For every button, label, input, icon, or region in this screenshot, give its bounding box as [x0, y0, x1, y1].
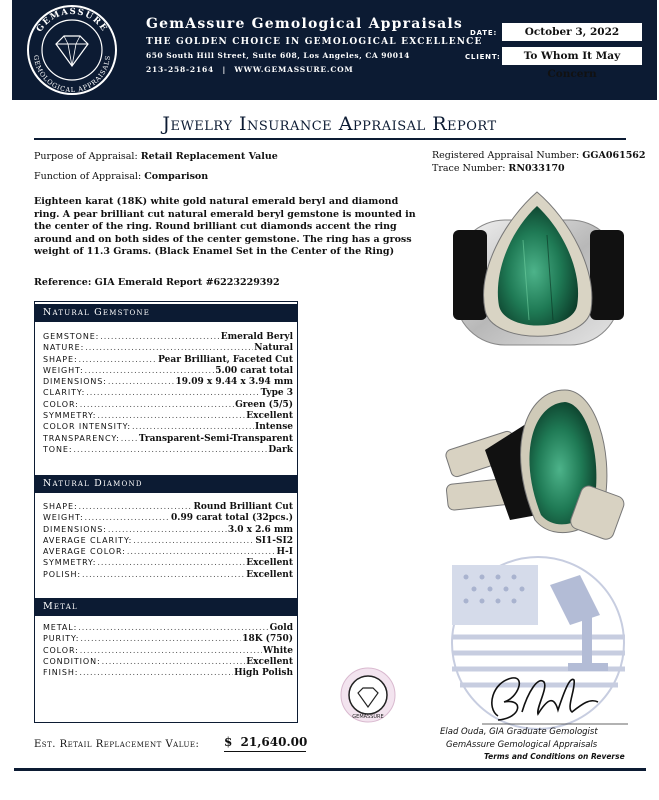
- gia-reference: Reference: GIA Emerald Report #6223229392: [34, 277, 280, 288]
- trace-label: Trace Number:: [432, 163, 506, 174]
- leader-dots: [127, 546, 276, 557]
- spec-value: Natural: [254, 343, 293, 354]
- spec-row: [43, 342, 293, 353]
- spec-value: H-I: [276, 547, 293, 558]
- spec-value: Excellent: [246, 411, 293, 422]
- gemassure-logo: [24, 4, 120, 96]
- function-label: Function of Appraisal:: [34, 171, 142, 182]
- appraiser-signature: [478, 668, 628, 726]
- spec-key: SHAPE:: [43, 502, 78, 511]
- item-description: Eighteen karat (18K) white gold natural emerald beryl and diamond ring. A pear brilliant cut natural emerald beryl gemstone is mounted in the center of the ring. Round brilliant cut diamonds accent the ring around and on both sides of the center gemstone. The ring has a gross weight of 11.3 Grams. (Black Enamel Set in the Center of the Ring): [34, 196, 416, 257]
- leader-dots: [121, 433, 138, 444]
- spec-value: Green (5/5): [235, 399, 293, 410]
- logo-text-bottom: GEMOLOGICAL APPRAISALS: [31, 54, 113, 95]
- title-divider: [34, 138, 626, 140]
- natural-diamond-rows: [43, 501, 293, 580]
- client-value: To Whom It May Concern: [502, 47, 642, 65]
- company-contact: [146, 65, 354, 74]
- spec-value: 18K (750): [242, 634, 293, 645]
- leader-dots: [86, 387, 259, 398]
- leader-dots: [132, 421, 254, 432]
- spec-row: [43, 546, 293, 557]
- value-underline: [224, 751, 306, 752]
- spec-key: DIMENSIONS:: [43, 524, 107, 534]
- leader-dots: [108, 524, 227, 535]
- spec-row: [43, 399, 293, 410]
- spec-value: Round Brilliant Cut: [193, 502, 293, 512]
- registered-label: Registered Appraisal Number:: [432, 150, 580, 161]
- spec-key: NATURE:: [43, 343, 85, 353]
- spec-row: [43, 667, 293, 678]
- spec-value: High Polish: [234, 668, 293, 679]
- spec-value: Emerald Beryl: [220, 332, 293, 342]
- spec-key: AVERAGE CLARITY:: [43, 535, 133, 545]
- metal-rows: [43, 622, 293, 678]
- metal-header: Metal: [35, 598, 297, 616]
- spec-key: DIMENSIONS:: [43, 377, 107, 387]
- spec-value: 0.99 carat total (32pcs.): [171, 513, 293, 524]
- spec-row: [43, 524, 293, 535]
- spec-row: [43, 365, 293, 376]
- spec-value: Dark: [268, 444, 293, 455]
- spec-key: SYMMETRY:: [43, 558, 97, 568]
- leader-dots: [79, 501, 193, 512]
- spec-key: TRANSPARENCY:: [43, 433, 120, 443]
- function-line: [34, 171, 208, 182]
- spec-row: [43, 421, 293, 432]
- spec-row: [43, 633, 293, 644]
- spec-row: [43, 354, 293, 365]
- report-title: [0, 113, 659, 135]
- trace-value: RN033170: [508, 163, 565, 174]
- leader-dots: [97, 410, 245, 421]
- spec-row: [43, 501, 293, 512]
- spec-value: 3.0 x 2.6 mm: [227, 524, 293, 535]
- spec-row: [43, 410, 293, 421]
- spec-key: GEMSTONE:: [43, 332, 100, 341]
- appraiser-name: Elad Ouda, GIA Graduate Gemologist: [440, 727, 598, 737]
- ring-top-view: [453, 192, 624, 345]
- company-phone: 213-258-2164: [146, 65, 215, 74]
- spec-row: [43, 444, 293, 455]
- company-website: WWW.GEMASSURE.COM: [234, 65, 354, 74]
- spec-key: CLARITY:: [43, 388, 86, 398]
- leader-dots: [73, 444, 267, 455]
- appraiser-company: GemAssure Gemological Appraisals: [446, 740, 598, 750]
- company-name: GemAssure Gemological Appraisals: [146, 16, 463, 32]
- value-amount: [224, 735, 307, 749]
- spec-row: [43, 557, 293, 568]
- leader-dots: [100, 331, 219, 342]
- leader-dots: [80, 645, 262, 656]
- spec-row: [43, 387, 293, 398]
- natural-gemstone-rows: [43, 331, 293, 455]
- footer-rule: [14, 768, 646, 771]
- spec-key: COLOR:: [43, 399, 79, 409]
- gemassure-seal: [340, 667, 396, 723]
- spec-value: Excellent: [246, 656, 293, 667]
- leader-dots: [133, 535, 254, 546]
- value-currency: $: [224, 735, 233, 749]
- natural-gemstone-header: Natural Gemstone: [35, 304, 297, 322]
- trace-line: [432, 163, 565, 174]
- leader-dots: [80, 399, 234, 410]
- spec-value: Excellent: [246, 558, 293, 569]
- spec-value: 19.09 x 9.44 x 3.94 mm: [175, 377, 293, 388]
- natural-diamond-header: Natural Diamond: [35, 475, 297, 493]
- registered-line: [432, 150, 646, 161]
- registered-value: GGA061562: [582, 150, 646, 161]
- leader-dots: [79, 667, 233, 678]
- spec-key: POLISH:: [43, 569, 82, 579]
- purpose-value: Retail Replacement Value: [140, 151, 278, 162]
- spec-value: Gold: [269, 623, 293, 633]
- company-address: 650 South Hill Street, Suite 608, Los Angeles, CA 90014: [146, 51, 410, 60]
- contact-separator: |: [222, 65, 226, 74]
- spec-row: [43, 645, 293, 656]
- seal-text: GEMASSURE: [352, 714, 384, 720]
- spec-key: CONDITION:: [43, 656, 101, 666]
- spec-key: COLOR INTENSITY:: [43, 422, 131, 432]
- value-label: Est. Retail Replacement Value:: [34, 739, 200, 750]
- spec-key: PURITY:: [43, 634, 80, 644]
- company-tagline: THE GOLDEN CHOICE IN GEMOLOGICAL EXCELLENCE: [146, 37, 483, 47]
- spec-key: SYMMETRY:: [43, 411, 97, 421]
- date-value: October 3, 2022: [502, 23, 642, 41]
- ring-angled-view: [444, 390, 626, 541]
- ring-photo: [425, 180, 650, 550]
- leader-dots: [102, 656, 246, 667]
- spec-key: TONE:: [43, 444, 73, 454]
- spec-row: [43, 433, 293, 444]
- purpose-line: [34, 151, 278, 162]
- spec-row: [43, 535, 293, 546]
- leader-dots: [80, 633, 241, 644]
- spec-row: [43, 656, 293, 667]
- spec-row: [43, 376, 293, 387]
- leader-dots: [82, 569, 245, 580]
- spec-value: Excellent: [246, 569, 293, 580]
- spec-key: AVERAGE COLOR:: [43, 547, 126, 557]
- value-number: 21,640.00: [240, 735, 308, 749]
- spec-value: SI1-SI2: [255, 535, 293, 546]
- spec-row: [43, 512, 293, 523]
- client-label: CLIENT:: [465, 53, 501, 61]
- spec-key: COLOR:: [43, 645, 79, 655]
- spec-key: METAL:: [43, 623, 78, 632]
- spec-value: Type 3: [260, 388, 293, 399]
- date-label: DATE:: [470, 29, 498, 37]
- specification-panel: [34, 301, 298, 723]
- spec-key: FINISH:: [43, 668, 79, 678]
- spec-key: WEIGHT:: [43, 513, 84, 523]
- leader-dots: [78, 622, 268, 633]
- spec-value: Pear Brilliant, Faceted Cut: [158, 354, 293, 365]
- spec-value: Intense: [255, 422, 293, 433]
- purpose-label: Purpose of Appraisal:: [34, 151, 138, 162]
- terms-link: Terms and Conditions on Reverse: [484, 752, 625, 761]
- logo-text-top: GEMASSURE: [34, 6, 110, 35]
- spec-row: [43, 569, 293, 580]
- leader-dots: [108, 376, 175, 387]
- leader-dots: [85, 365, 215, 376]
- leader-dots: [85, 342, 253, 353]
- leader-dots: [85, 512, 171, 523]
- spec-row: [43, 331, 293, 342]
- spec-value: White: [263, 645, 293, 656]
- spec-row: [43, 622, 293, 633]
- spec-value: 5.00 carat total: [215, 365, 293, 376]
- function-value: Comparison: [144, 171, 209, 182]
- leader-dots: [79, 354, 158, 365]
- report-title-text: Jewelry Insurance Appraisal Report: [162, 113, 497, 135]
- spec-key: WEIGHT:: [43, 365, 84, 375]
- spec-value: Transparent-Semi-Transparent: [138, 433, 293, 444]
- leader-dots: [97, 557, 245, 568]
- spec-key: SHAPE:: [43, 354, 78, 364]
